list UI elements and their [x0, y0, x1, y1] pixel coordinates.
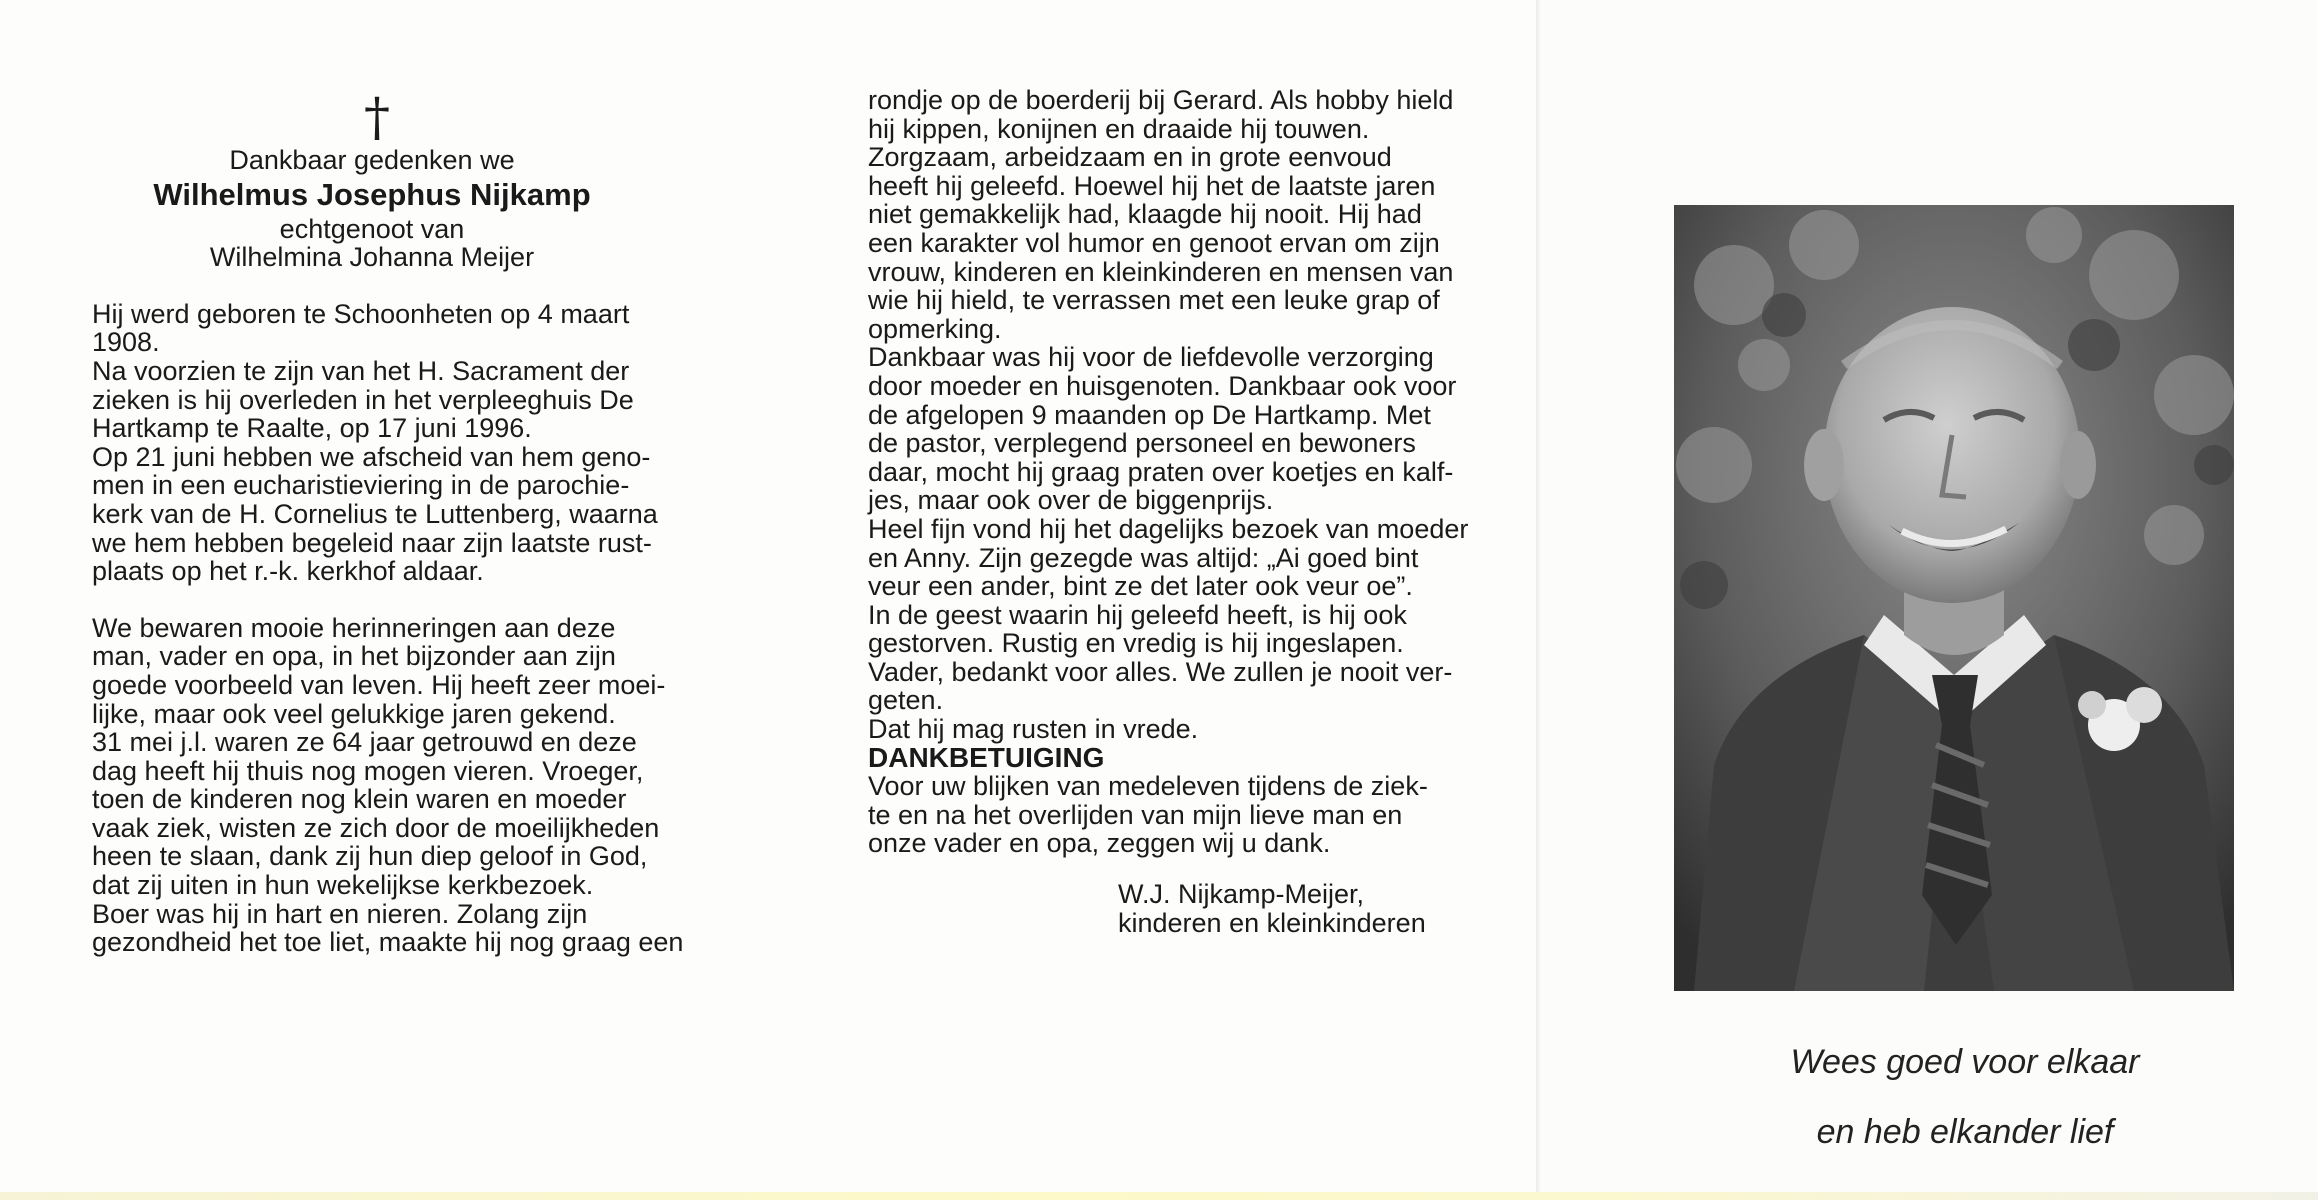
text-line: veur een ander, bint ze det later ook veur oe”. — [868, 571, 1413, 602]
scan-edge-strip — [0, 1192, 2318, 1200]
text-line: we hem hebben begeleid naar zijn laatste rust- — [92, 527, 652, 558]
text-line: dat zij uiten in hun wekelijkse kerkbezoek. — [92, 870, 594, 901]
intro-line: Dankbaar gedenken we — [229, 145, 515, 175]
thanks-heading: DANKBETUIGING — [868, 741, 1105, 773]
memories-paragraph — [92, 612, 684, 958]
text-line: Dat hij mag rusten in vrede. — [868, 714, 1199, 745]
text-line: gestorven. Rustig en vredig is hij ingeslapen. — [868, 628, 1404, 659]
text-line: 1908. — [92, 327, 160, 358]
text-line: dag heeft hij thuis nog mogen vieren. Vroeger, — [92, 755, 644, 786]
text-line: vrouw, kinderen en kleinkinderen en mensen van — [868, 256, 1454, 287]
text-line: men in een eucharistieviering in de parochie- — [92, 470, 630, 501]
text-line: Hartkamp te Raalte, op 17 juni 1996. — [92, 413, 532, 444]
text-line: In de geest waarin hij geleefd heeft, is hij ook — [868, 599, 1407, 630]
text-line: daar, mocht hij graag praten over koetjes en kalf- — [868, 456, 1454, 487]
text-line: een karakter vol humor en genoot ervan om zijn — [868, 227, 1440, 258]
text-line: jes, maar ook over de biggenprijs. — [868, 485, 1274, 516]
text-line: onze vader en opa, zeggen wij u dank. — [868, 828, 1331, 859]
text-line: Heel fijn vond hij het dagelijks bezoek van moeder — [868, 513, 1469, 544]
text-line: heeft hij geleefd. Hoewel hij het de laatste jaren — [868, 170, 1436, 201]
text-line: goede voorbeeld van leven. Hij heeft zeer moei- — [92, 669, 666, 700]
text-line: 31 mei j.l. waren ze 64 jaar getrouwd en deze — [92, 727, 637, 758]
text-line: niet gemakkelijk had, klaagde hij nooit. Hij had — [868, 199, 1422, 230]
text-line: lijke, maar ook veel gelukkige jaren gekend. — [92, 698, 616, 729]
character-paragraph — [868, 85, 1469, 745]
text-line: Wees goed voor elkaar — [1790, 1043, 2140, 1081]
deceased-name: Wilhelmus Josephus Nijkamp — [153, 176, 591, 212]
spouse-label: echtgenoot van — [279, 213, 465, 244]
spouse-name: Wilhelmina Johanna Meijer — [209, 242, 535, 273]
text-line: door moeder en huisgenoten. Dankbaar ook voor — [868, 370, 1457, 401]
signature — [1118, 880, 1428, 937]
thanks-paragraph — [868, 772, 1428, 858]
text-line: geten. — [868, 685, 944, 716]
text-line: Vader, bedankt voor alles. We zullen je nooit ver- — [868, 656, 1453, 687]
text-line: rondje op de boerderij bij Gerard. Als hobby hield — [868, 85, 1454, 115]
card-front-panel — [1540, 0, 2318, 1200]
text-line: Boer was hij in hart en nieren. Zolang zijn — [92, 898, 588, 929]
text-line: de afgelopen 9 maanden op De Hartkamp. Met — [868, 399, 1431, 430]
text-line: zieken is hij overleden in het verpleeghuis De — [92, 384, 634, 415]
portrait-photo — [1674, 205, 2234, 991]
text-line: de pastor, verplegend personeel en bewoners — [868, 428, 1416, 459]
text-line: Hij werd geboren te Schoonheten op 4 maart — [92, 298, 630, 329]
text-line: Dankbaar was hij voor de liefdevolle verzorging — [868, 342, 1434, 373]
biography-paragraph — [92, 298, 658, 587]
text-line: We bewaren mooie herinneringen aan deze — [92, 612, 616, 643]
portrait-illustration — [1674, 205, 2234, 991]
text-line: Op 21 juni hebben we afscheid van hem geno- — [92, 441, 651, 472]
text-line: kerk van de H. Cornelius te Luttenberg, waarna — [92, 498, 658, 529]
text-line: gezondheid het toe liet, maakte hij nog graag een — [92, 927, 684, 958]
text-line: toen de kinderen nog klein waren en moeder — [92, 784, 627, 815]
text-line: vaak ziek, wisten ze zich door de moeilijkheden — [92, 812, 660, 843]
text-line: opmerking. — [868, 313, 1002, 344]
text-line: en Anny. Zijn gezegde was altijd: „Ai goed bint — [868, 542, 1419, 573]
text-line: Voor uw blijken van medeleven tijdens de ziek- — [868, 771, 1428, 802]
text-line: kinderen en kleinkinderen — [1118, 907, 1426, 938]
text-line: man, vader en opa, in het bijzonder aan zijn — [92, 641, 616, 672]
text-line: en heb elkander lief — [1816, 1113, 2114, 1151]
text-line: wie hij hield, te verrassen met een leuke grap of — [868, 285, 1440, 316]
text-line: te en na het overlijden van mijn lieve man en — [868, 799, 1403, 830]
text-line: plaats op het r.-k. kerkhof aldaar. — [92, 556, 484, 587]
text-line: W.J. Nijkamp-Meijer, — [1118, 879, 1365, 910]
cross-icon: † — [364, 88, 390, 148]
caption-verse — [1630, 1010, 2300, 1184]
left-text-column — [92, 88, 684, 958]
right-text-column — [868, 85, 1469, 938]
text-line: heen te slaan, dank zij hun diep geloof in God, — [92, 841, 648, 872]
text-line: hij kippen, konijnen en draaide hij touwen. — [868, 113, 1370, 144]
text-line: Na voorzien te zijn van het H. Sacrament der — [92, 355, 630, 386]
text-line: Zorgzaam, arbeidzaam en in grote eenvoud — [868, 142, 1392, 173]
